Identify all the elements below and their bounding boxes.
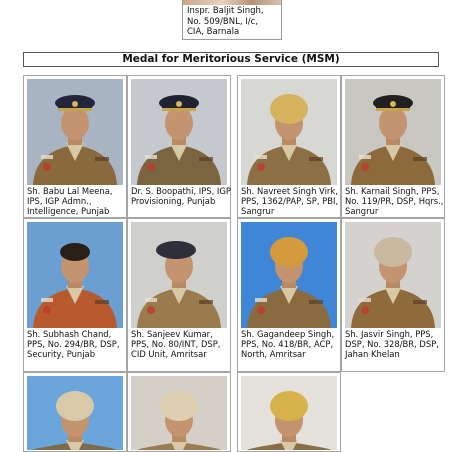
officer-photo [241, 376, 337, 450]
officer-caption: Sh. Subhash Chand, PPS, No. 294/BR, DSP, Security, Punjab [27, 329, 120, 359]
officer-photo [345, 79, 441, 185]
officer-caption: Sh. Sanjeev Kumar, PPS, No. 80/INT, DSP, CID Unit, Amritsar [131, 329, 221, 359]
officer-card [23, 218, 127, 372]
officer-photo [27, 222, 123, 328]
officer-caption: Dr. S. Boopathi, IPS, IGP Provisioning, Punjab [131, 186, 231, 206]
officer-card [127, 75, 231, 218]
officer-photo [345, 222, 441, 328]
officer-photo [241, 79, 337, 185]
officer-card [127, 218, 231, 372]
officer-card [23, 75, 127, 218]
section-title: Medal for Meritorious Service (MSM) [23, 52, 439, 67]
officer-caption: Sh. Navreet Singh Virk, PPS, 1362/PAP, SP, PBI, Sangrur [241, 186, 339, 216]
officer-card [341, 75, 445, 218]
officer-photo [131, 376, 227, 450]
officer-caption: Sh. Babu Lal Meena, IPS, IGP Admn., Intelligence, Punjab [27, 186, 113, 216]
officer-card [237, 218, 341, 372]
officer-caption: Sh. Gagandeep Singh, PPS, No. 418/BR, ACP, North, Amritsar [241, 329, 335, 359]
previous-awardee-photo [183, 0, 281, 5]
previous-awardee-card [182, 0, 282, 40]
officer-card [23, 372, 127, 452]
officer-card [237, 75, 341, 218]
officer-photo [27, 376, 123, 450]
officer-caption: Sh. Karnail Singh, PPS, No. 119/PR, DSP, Hqrs., Sangrur [345, 186, 444, 216]
officer-photo [131, 79, 227, 185]
officer-photo [27, 79, 123, 185]
officer-caption: Sh. Jasvir Singh, PPS, DSP, No. 328/BR, DSP, Jahan Khelan [345, 329, 439, 359]
officer-photo [131, 222, 227, 328]
officer-photo [241, 222, 337, 328]
officer-card [127, 372, 231, 452]
officer-card [237, 372, 341, 452]
officer-card [341, 218, 445, 372]
previous-awardee-caption: Inspr. Baljit Singh, No. 509/BNL, I/c, CIA, Barnala [187, 6, 264, 37]
